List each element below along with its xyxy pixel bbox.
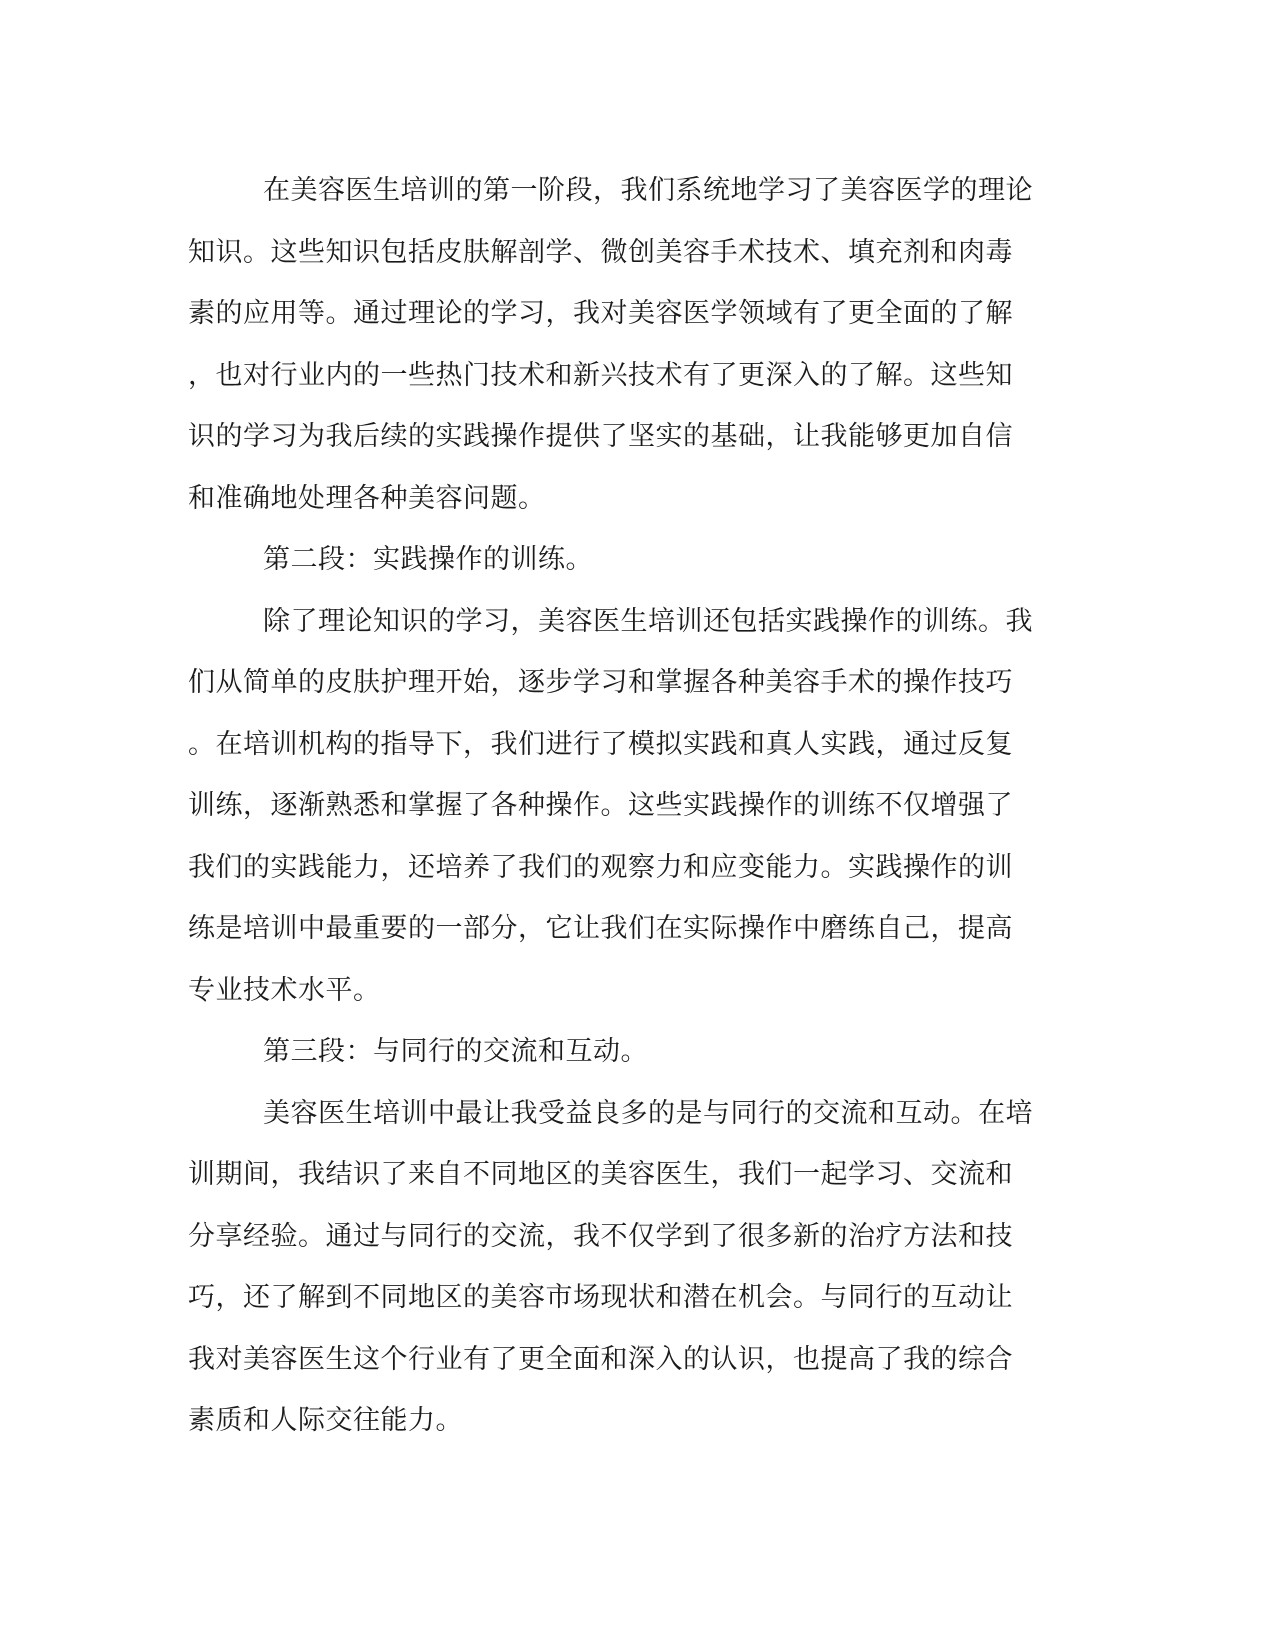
text-line: ，也对行业内的一些热门技术和新兴技术有了更深入的了解。这些知 bbox=[188, 359, 1013, 391]
text-line: 们从简单的皮肤护理开始，逐步学习和掌握各种美容手术的操作技巧 bbox=[188, 667, 1013, 698]
document-body bbox=[188, 160, 1068, 1452]
text-line: 分享经验。通过与同行的交流，我不仅学到了很多新的治疗方法和技 bbox=[188, 1220, 1013, 1252]
text-line: 练是培训中最重要的一部分，它让我们在实际操作中磨练自己，提高 bbox=[188, 913, 1013, 944]
text-line: 在美容医生培训的第一阶段，我们系统地学习了美容医学的理论 bbox=[263, 175, 1033, 206]
text-line: 知识。这些知识包括皮肤解剖学、微创美容手术技术、填充剂和肉毒 bbox=[188, 236, 1013, 268]
text-line: 素的应用等。通过理论的学习，我对美容医学领域有了更全面的了解 bbox=[188, 298, 1013, 329]
text-line: 和准确地处理各种美容问题。 bbox=[188, 482, 546, 514]
text-line: 训练，逐渐熟悉和掌握了各种操作。这些实践操作的训练不仅增强了 bbox=[188, 790, 1013, 821]
text-line: 除了理论知识的学习，美容医生培训还包括实践操作的训练。我 bbox=[263, 605, 1033, 637]
text-line: 识的学习为我后续的实践操作提供了坚实的基础，让我能够更加自信 bbox=[188, 421, 1013, 452]
text-line: 训期间，我结识了来自不同地区的美容医生，我们一起学习、交流和 bbox=[188, 1159, 1013, 1190]
paragraph-2 bbox=[188, 591, 1068, 1022]
text-line: 美容医生培训中最让我受益良多的是与同行的交流和互动。在培 bbox=[263, 1097, 1033, 1129]
text-line: 素质和人际交往能力。 bbox=[188, 1405, 463, 1436]
text-line: 巧，还了解到不同地区的美容市场现状和潜在机会。与同行的互动让 bbox=[188, 1282, 1013, 1313]
section-heading-3 bbox=[188, 1021, 1068, 1083]
text-line: 我对美容医生这个行业有了更全面和深入的认识，也提高了我的综合 bbox=[188, 1343, 1013, 1375]
heading-text: 第三段：与同行的交流和互动。 bbox=[263, 1036, 648, 1067]
text-line: 专业技术水平。 bbox=[188, 974, 381, 1006]
text-line: 我们的实践能力，还培养了我们的观察力和应变能力。实践操作的训 bbox=[188, 851, 1013, 883]
paragraph-3 bbox=[188, 1083, 1068, 1452]
section-heading-2 bbox=[188, 529, 1068, 591]
text-line: 。在培训机构的指导下，我们进行了模拟实践和真人实践，通过反复 bbox=[188, 728, 1013, 760]
paragraph-1 bbox=[188, 160, 1068, 529]
heading-text: 第二段：实践操作的训练。 bbox=[263, 544, 593, 575]
